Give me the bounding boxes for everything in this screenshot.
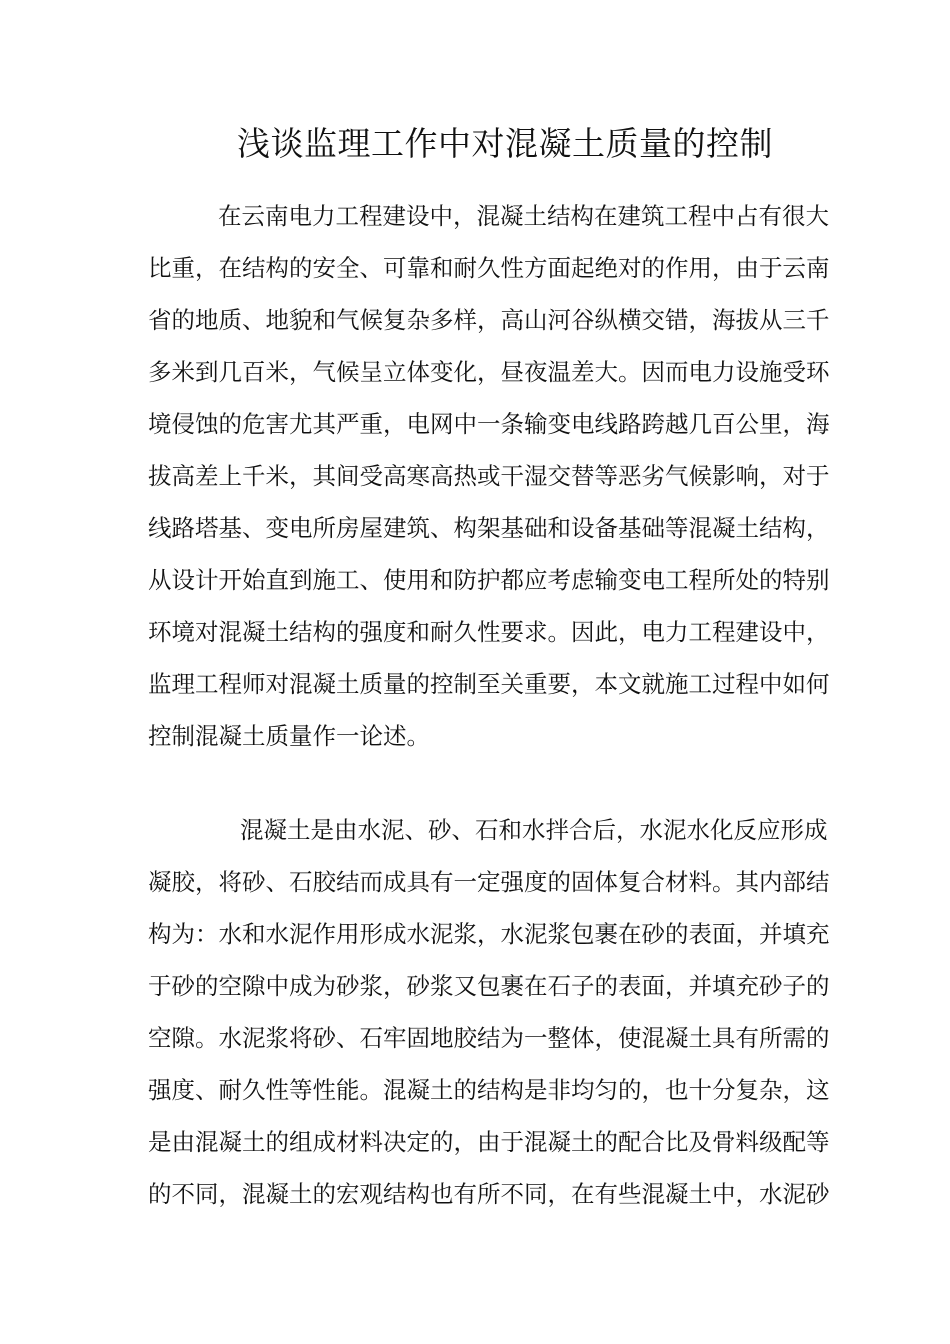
paragraph-line: 比重，在结构的安全、可靠和耐久性方面起绝对的作用，由于云南 <box>148 254 830 282</box>
paragraph-line: 在云南电力工程建设中，混凝土结构在建筑工程中占有很大 <box>218 202 829 230</box>
paragraph-line: 监理工程师对混凝土质量的控制至关重要，本文就施工过程中如何 <box>148 670 830 698</box>
paragraph-line: 拔高差上千米，其间受高寒高热或干湿交替等恶劣气候影响，对于 <box>148 462 830 490</box>
paragraph-line: 构为：水和水泥作用形成水泥浆，水泥浆包裹在砂的表面，并填充 <box>148 920 830 948</box>
paragraph-line: 于砂的空隙中成为砂浆，砂浆又包裹在石子的表面，并填充砂子的 <box>148 972 830 1000</box>
paragraph-line: 是由混凝土的组成材料决定的，由于混凝土的配合比及骨料级配等 <box>148 1128 830 1156</box>
document-title: 浅谈监理工作中对混凝土质量的控制 <box>237 124 773 163</box>
paragraph-line: 混凝土是由水泥、砂、石和水拌合后，水泥水化反应形成 <box>240 816 828 844</box>
paragraph-1 <box>148 190 830 762</box>
paragraph-line: 凝胶，将砂、石胶结而成具有一定强度的固体复合材料。其内部结 <box>148 868 830 896</box>
paragraph-line: 境侵蚀的危害尤其严重，电网中一条输变电线路跨越几百公里，海 <box>148 410 830 438</box>
paragraph-line: 多米到几百米，气候呈立体变化，昼夜温差大。因而电力设施受环 <box>148 358 830 386</box>
paragraph-line: 从设计开始直到施工、使用和防护都应考虑输变电工程所处的特别 <box>148 566 830 594</box>
paragraph-line: 强度、耐久性等性能。混凝土的结构是非均匀的，也十分复杂，这 <box>148 1076 830 1104</box>
paragraph-line: 环境对混凝土结构的强度和耐久性要求。因此，电力工程建设中， <box>148 618 830 646</box>
paragraph-line: 控制混凝土质量作一论述。 <box>148 722 430 750</box>
paragraph-line: 省的地质、地貌和气候复杂多样，高山河谷纵横交错，海拔从三千 <box>148 306 830 334</box>
paragraph-line: 线路塔基、变电所房屋建筑、构架基础和设备基础等混凝土结构， <box>148 514 830 542</box>
paragraph-2 <box>148 804 830 1220</box>
paragraph-line: 的不同，混凝土的宏观结构也有所不同，在有些混凝土中，水泥砂 <box>148 1180 830 1208</box>
paragraph-line: 空隙。水泥浆将砂、石牢固地胶结为一整体，使混凝土具有所需的 <box>148 1024 830 1052</box>
